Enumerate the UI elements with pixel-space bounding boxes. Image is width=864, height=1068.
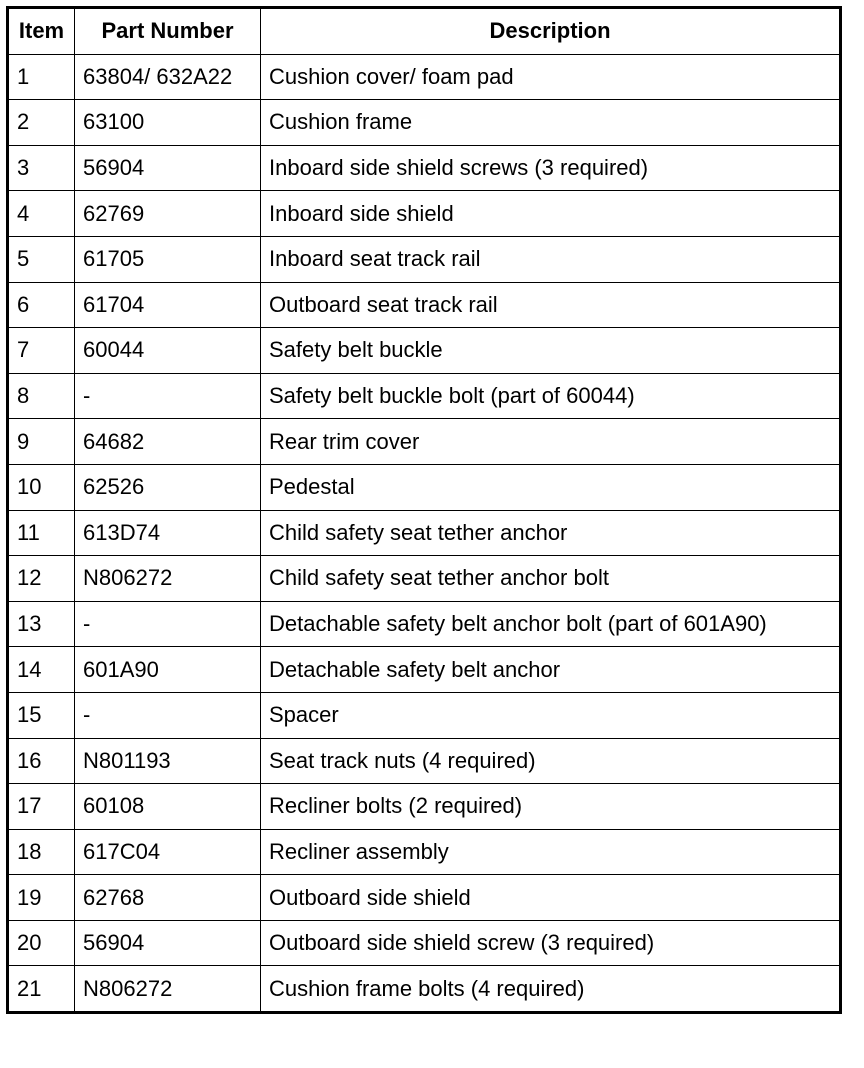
part-number-cell: 60108 bbox=[75, 784, 261, 830]
header-item: Item bbox=[8, 8, 75, 55]
part-number-cell: 62769 bbox=[75, 191, 261, 237]
part-number-cell: N806272 bbox=[75, 556, 261, 602]
table-row bbox=[8, 282, 841, 328]
item-cell: 11 bbox=[8, 510, 75, 556]
table-row bbox=[8, 236, 841, 282]
description-cell: Outboard side shield bbox=[261, 875, 841, 921]
description-cell: Child safety seat tether anchor bolt bbox=[261, 556, 841, 602]
table-header bbox=[8, 8, 841, 55]
description-cell: Detachable safety belt anchor bolt (part of 601A90) bbox=[261, 601, 841, 647]
item-cell: 12 bbox=[8, 556, 75, 602]
part-number-cell: 64682 bbox=[75, 419, 261, 465]
description-cell: Recliner assembly bbox=[261, 829, 841, 875]
item-cell: 21 bbox=[8, 966, 75, 1013]
part-number-cell: 56904 bbox=[75, 145, 261, 191]
item-cell: 7 bbox=[8, 328, 75, 374]
item-cell: 8 bbox=[8, 373, 75, 419]
description-cell: Inboard seat track rail bbox=[261, 236, 841, 282]
item-cell: 17 bbox=[8, 784, 75, 830]
description-cell: Detachable safety belt anchor bbox=[261, 647, 841, 693]
item-cell: 5 bbox=[8, 236, 75, 282]
header-part-number: Part Number bbox=[75, 8, 261, 55]
part-number-cell: 62526 bbox=[75, 464, 261, 510]
table-row bbox=[8, 738, 841, 784]
part-number-cell: N806272 bbox=[75, 966, 261, 1013]
part-number-cell: 601A90 bbox=[75, 647, 261, 693]
item-cell: 2 bbox=[8, 100, 75, 146]
table-row bbox=[8, 510, 841, 556]
item-cell: 3 bbox=[8, 145, 75, 191]
description-cell: Child safety seat tether anchor bbox=[261, 510, 841, 556]
table-body bbox=[8, 54, 841, 1012]
description-cell: Inboard side shield screws (3 required) bbox=[261, 145, 841, 191]
description-cell: Pedestal bbox=[261, 464, 841, 510]
table-row bbox=[8, 692, 841, 738]
item-cell: 13 bbox=[8, 601, 75, 647]
description-cell: Rear trim cover bbox=[261, 419, 841, 465]
description-cell: Safety belt buckle bbox=[261, 328, 841, 374]
part-number-cell: 56904 bbox=[75, 920, 261, 966]
description-cell: Recliner bolts (2 required) bbox=[261, 784, 841, 830]
table-row bbox=[8, 145, 841, 191]
part-number-cell: 63804/ 632A22 bbox=[75, 54, 261, 100]
item-cell: 15 bbox=[8, 692, 75, 738]
description-cell: Cushion frame bolts (4 required) bbox=[261, 966, 841, 1013]
table-row bbox=[8, 784, 841, 830]
item-cell: 20 bbox=[8, 920, 75, 966]
item-cell: 14 bbox=[8, 647, 75, 693]
part-number-cell: 617C04 bbox=[75, 829, 261, 875]
description-cell: Cushion frame bbox=[261, 100, 841, 146]
item-cell: 4 bbox=[8, 191, 75, 237]
table-row bbox=[8, 464, 841, 510]
item-cell: 9 bbox=[8, 419, 75, 465]
part-number-cell: - bbox=[75, 601, 261, 647]
item-cell: 19 bbox=[8, 875, 75, 921]
table-row bbox=[8, 920, 841, 966]
table-row bbox=[8, 373, 841, 419]
description-cell: Seat track nuts (4 required) bbox=[261, 738, 841, 784]
item-cell: 6 bbox=[8, 282, 75, 328]
item-cell: 18 bbox=[8, 829, 75, 875]
part-number-cell: 60044 bbox=[75, 328, 261, 374]
header-row bbox=[8, 8, 841, 55]
item-cell: 16 bbox=[8, 738, 75, 784]
part-number-cell: N801193 bbox=[75, 738, 261, 784]
table-row bbox=[8, 647, 841, 693]
table-row bbox=[8, 54, 841, 100]
table-row bbox=[8, 419, 841, 465]
table-row bbox=[8, 100, 841, 146]
part-number-cell: 62768 bbox=[75, 875, 261, 921]
part-number-cell: 61705 bbox=[75, 236, 261, 282]
table-row bbox=[8, 601, 841, 647]
description-cell: Spacer bbox=[261, 692, 841, 738]
part-number-cell: 61704 bbox=[75, 282, 261, 328]
part-number-cell: 613D74 bbox=[75, 510, 261, 556]
table-row bbox=[8, 328, 841, 374]
parts-table bbox=[6, 6, 842, 1014]
item-cell: 10 bbox=[8, 464, 75, 510]
part-number-cell: 63100 bbox=[75, 100, 261, 146]
table-row bbox=[8, 829, 841, 875]
item-cell: 1 bbox=[8, 54, 75, 100]
header-description: Description bbox=[261, 8, 841, 55]
part-number-cell: - bbox=[75, 692, 261, 738]
part-number-cell: - bbox=[75, 373, 261, 419]
table-row bbox=[8, 875, 841, 921]
table-row bbox=[8, 966, 841, 1013]
description-cell: Inboard side shield bbox=[261, 191, 841, 237]
description-cell: Safety belt buckle bolt (part of 60044) bbox=[261, 373, 841, 419]
description-cell: Outboard seat track rail bbox=[261, 282, 841, 328]
table-row bbox=[8, 556, 841, 602]
description-cell: Outboard side shield screw (3 required) bbox=[261, 920, 841, 966]
description-cell: Cushion cover/ foam pad bbox=[261, 54, 841, 100]
table-row bbox=[8, 191, 841, 237]
